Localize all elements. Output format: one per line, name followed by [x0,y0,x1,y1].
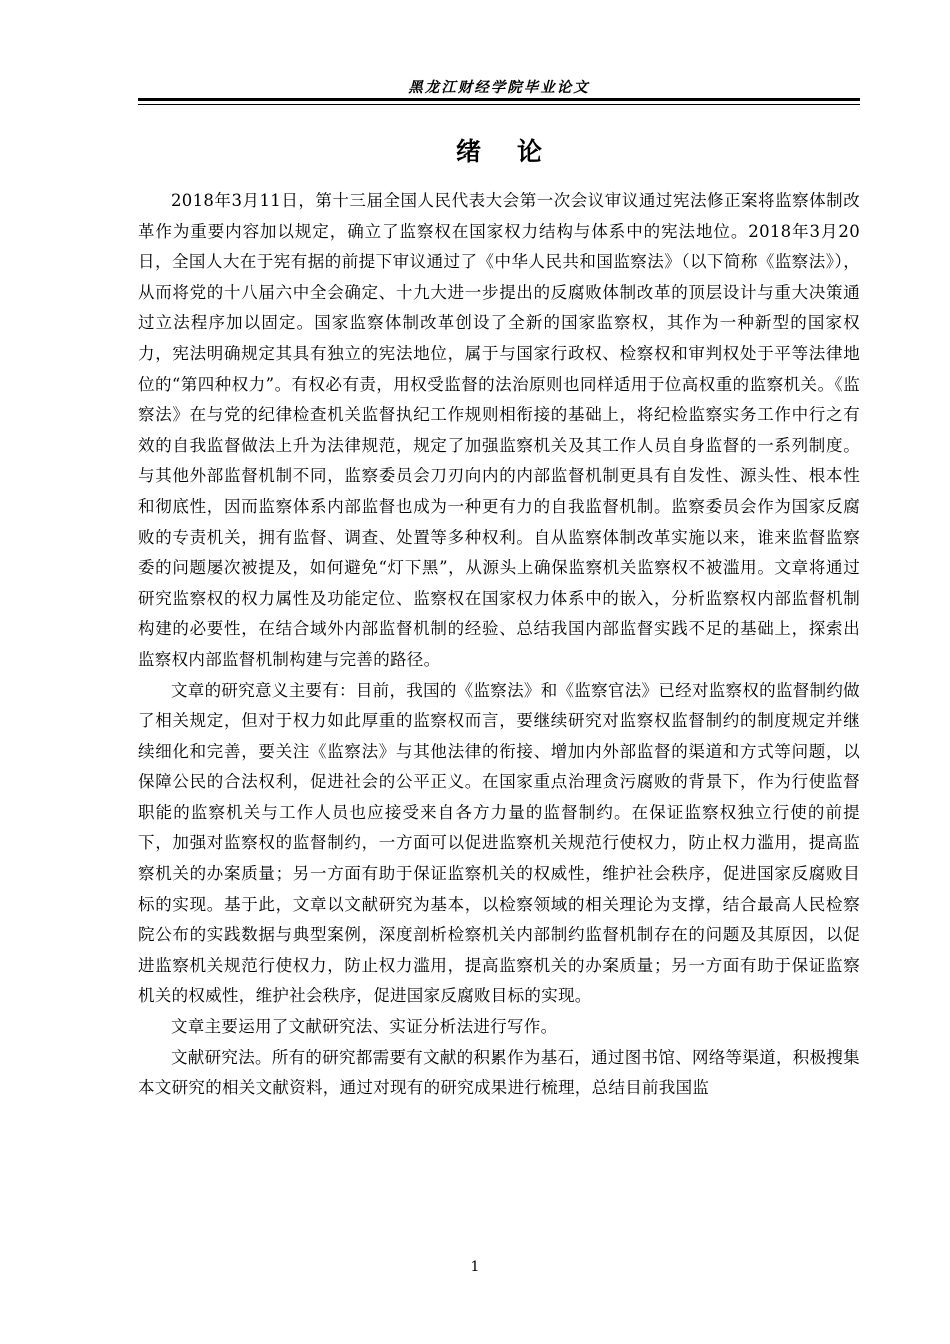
running-header: 黑龙江财经学院毕业论文 [408,79,590,96]
body-text [138,186,860,1104]
page-number: 1 [470,1259,480,1275]
paragraph-4: 文献研究法。所有的研究都需要有文献的积累作为基石，通过图书馆、网络等渠道，积极搜集本文研究的相关文献资料，通过对现有的研究成果进行梳理，总结目前我国监 [138,1047,860,1098]
paragraph-2: 文章的研究意义主要有：目前，我国的《监察法》和《监察官法》已经对监察权的监督制约做了相关规定，但对于权力如此厚重的监察权而言，要继续研究对监察权监督制约的制度规定并继续细化和完善，要关注《监察法》与其他法律的衔接、增加内外部监督的渠道和方式等问题，以保障公民的合法权利，促进社会的公平正义。在国家重点治理贪污腐败的背景下，作为行使监督职能的监察机关与工作人员也应接受来自各方力量的监督制约。在保证监察权独立行使的前提下，加强对监察权的监督制约，一方面可以促进监察机关规范行使权力，防止权力滥用，提高监察机关的办案质量；另一方面有助于保证监察机关的权威性，维护社会秩序，促进国家反腐败目标的实现。基于此，文章以文献研究为基本，以检察领域的相关理论为支撑，结合最高人民检察院公布的实践数据与典型案例，深度剖析检察机关内部制约监督机制存在的问题及其原因，以促进监察机关规范行使权力，防止权力滥用，提高监察机关的办案质量；另一方面有助于保证监察机关的权威性，维护社会秩序，促进国家反腐败目标的实现。 [138,680,860,1006]
paragraph-3: 文章主要运用了文献研究法、实证分析法进行写作。 [171,1017,558,1037]
page-title: 绪论 [455,137,578,166]
header-rule-thick [138,98,860,101]
paragraph-1: 2018年3月11日，第十三届全国人民代表大会第一次会议审议通过宪法修正案将监察体制改革作为重要内容加以规定，确立了监察权在国家权力结构与体系中的宪法地位。2018年3月20日，全国人大在于宪有据的前提下审议通过了《中华人民共和国监察法》（以下简称《监察法》），从而将党的十八届六中全会确定、十九大进一步提出的反腐败体制改革的顶层设计与重大决策通过立法程序加以固定。国家监察体制改革创设了全新的国家监察权，其作为一种新型的国家权力，宪法明确规定其具有独立的宪法地位，属于与国家行政权、检察权和审判权处于平等法律地位的“第四种权力”。有权必有责，用权受监督的法治原则也同样适用于位高权重的监察机关。《监察法》在与党的纪律检查机关监督执纪工作规则相衔接的基础上，将纪检监察实务工作中行之有效的自我监督做法上升为法律规范，规定了加强监察机关及其工作人员自身监督的一系列制度。与其他外部监督机制不同，监察委员会刀刃向内的内部监督机制更具有自发性、源头性、根本性和彻底性，因而监察体系内部监督也成为一种更有力的自我监督机制。监察委员会作为国家反腐败的专责机关，拥有监督、调查、处置等多种权利。自从监察体制改革实施以来，谁来监督监察委的问题屡次被提及，如何避免“灯下黑”，从源头上确保监察机关监察权不被滥用。文章将通过研究监察权的权力属性及功能定位、监察权在国家权力体系中的嵌入，分析监察权内部监督机制构建的必要性，在结合域外内部监督机制的经验、总结我国内部监督实践不足的基础上，探索出监察权内部监督机制构建与完善的路径。 [138,191,860,669]
header-rule-thin [138,104,860,105]
